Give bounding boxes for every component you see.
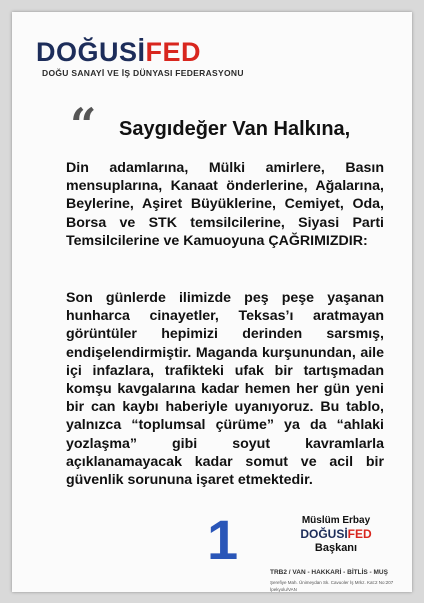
letter-paragraph-body: Son günlerde ilimizde peş peşe yaşanan hunharca cinayetler, Teksas’ı aratmayan görüntüler hepimizi derinden sarsmış, endişelendirmiştir. Maganda kurşunundan, aile içi infazlara, trafikteki ufak bir tartışmadan komşu kavgalarına kadar hemen her gün yeni bir can kaybı haberiyle uyanıyoruz. Bu tablo, yalnızca “toplumsal çürüme” ya da “ahlaki yozlaşma” gibi soyut kavramlarla açıklanamayacak kadar somut ve acil bir güvenlik sorununa işaret etmektedir.: [66, 290, 384, 489]
signatory-org: [282, 527, 390, 541]
footer-regions: TRB2 / VAN - HAKKARİ - BİTLİS - MUŞ: [270, 569, 388, 576]
dogusifed-logo: [36, 38, 201, 66]
signature-block: [282, 514, 390, 555]
logo-text-fed: FED: [145, 37, 202, 67]
quote-mark-icon: “: [70, 98, 97, 152]
signatory-name: Müslüm Erbay: [301, 515, 371, 526]
letter-paragraph-addressees: Din adamlarına, Mülki amirlere, Basın mensuplarına, Kanaat önderlerine, Ağalarına, Beylerine, Aşiret Büyüklerine, Cemiyet, Oda, Borsa ve STK temsilcilerine, Siyasi Parti Temsilcilerine ve Kamuoyuna ÇAĞRIMIZDIR:: [66, 160, 384, 249]
number-one-badge: 1: [207, 508, 239, 571]
signatory-org-fed: FED: [347, 527, 372, 541]
logo-subtitle: DOĞU SANAYİ VE İŞ DÜNYASI FEDERASYONU: [42, 68, 244, 78]
footer-location: İpekyolu/VAN: [270, 587, 297, 592]
footer-address: Şerefiye Mah. Ünimeydan Sk. Cavuoler İş Mrkz. Kat:2 No:207: [270, 580, 394, 585]
letter-page: [12, 12, 412, 592]
logo-text-dogusi: DOĞUSİ: [36, 37, 146, 67]
signatory-title: Başkanı: [314, 542, 358, 554]
letter-heading: Saygıdeğer Van Halkına,: [119, 118, 351, 140]
signatory-org-dogusi: DOĞUSİ: [300, 527, 348, 541]
